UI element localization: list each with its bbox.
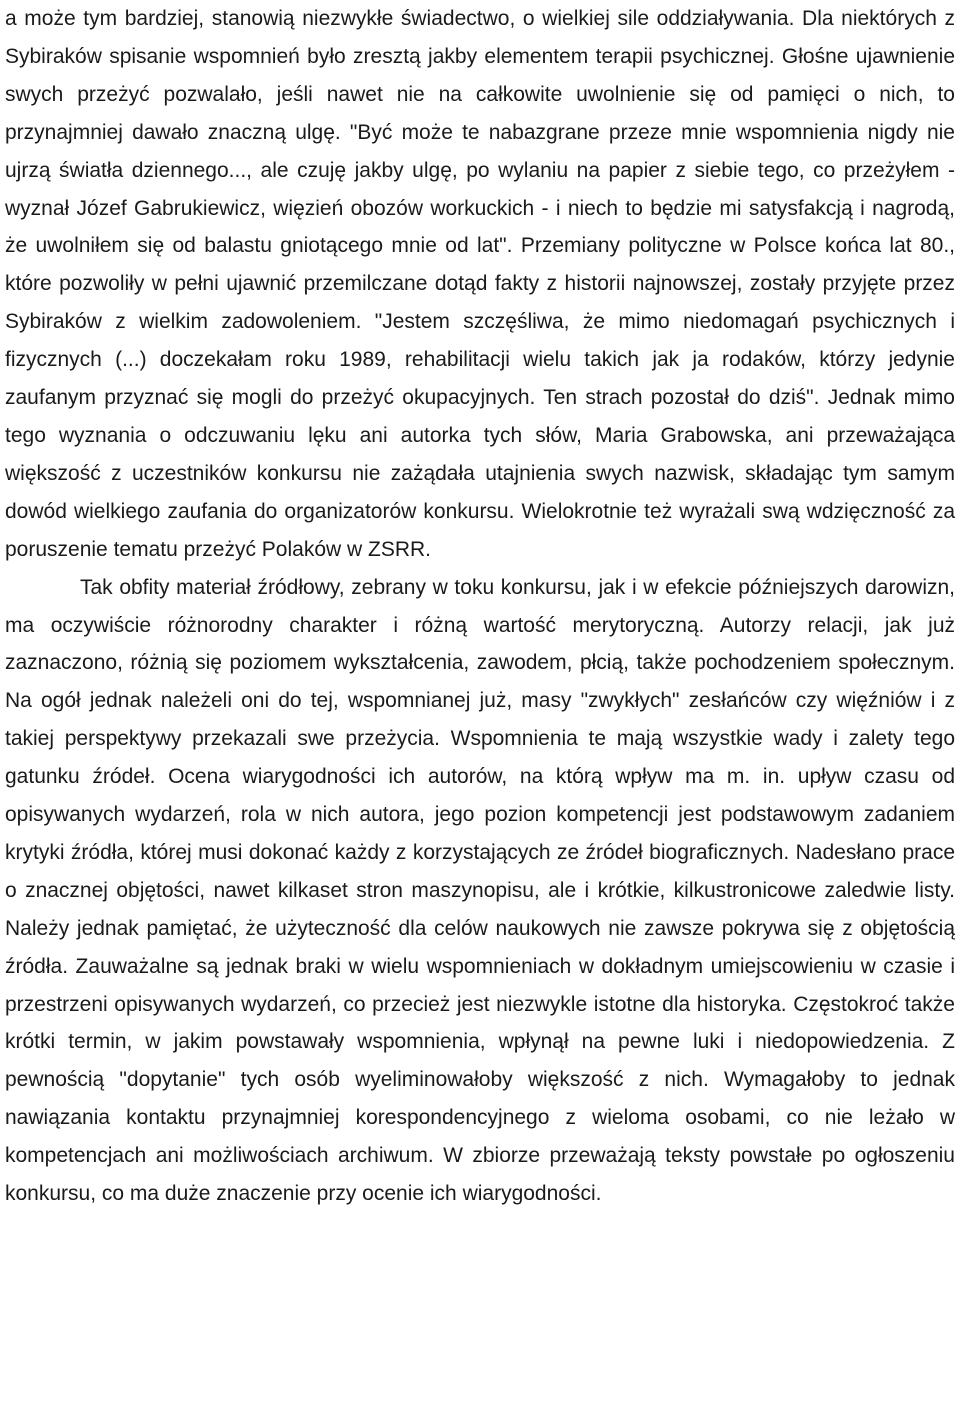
paragraph-2: Tak obfity materiał źródłowy, zebrany w toku konkursu, jak i w efekcie późniejszych darowizn, ma oczywiście różnorodny charakter i różną wartość merytoryczną. Autorzy relacji, jak już zaznaczono, różnią się poziomem wykształcenia, zawodem, płcią, także pochodzeniem społecznym. Na ogół jednak należeli oni do tej, wspomnianej już, masy "zwykłych" zesłańców czy więźniów i z takiej perspektywy przekazali swe przeżycia. Wspomnienia te mają wszystkie wady i zalety tego gatunku źródeł. Ocena wiarygodności ich autorów, na którą wpływ ma m. in. upływ czasu od opisywanych wydarzeń, rola w nich autora, jego pozion kompetencji jest podstawowym zadaniem krytyki źródła, której musi dokonać każdy z korzystających ze źródeł biograficznych. Nadesłano prace o znacznej objętości, nawet kilkaset stron maszynopisu, ale i krótkie, kilkustronicowe zaledwie listy. Należy jednak pamiętać, że użyteczność dla celów naukowych nie zawsze pokrywa się z objętością źródła. Zauważalne są jednak braki w wielu wspomnieniach w dokładnym umiejscowieniu w czasie i przestrzeni opisywanych wydarzeń, co przecież jest niezwykle istotne dla historyka. Częstokroć także krótki termin, w jakim powstawały wspomnienia, wpłynął na pewne luki i niedopowiedzenia. Z pewnością "dopytanie" tych osób wyeliminowałoby większość z nich. Wymagałoby to jednak nawiązania kontaktu przynajmniej korespondencyjnego z wieloma osobami, co nie leżało w kompetencjach ani możliwościach archiwum. W zbiorze przeważają teksty powstałe po ogłoszeniu konkursu, co ma duże znaczenie przy ocenie ich wiarygodności. [5,575,955,1206]
document-page [5,0,955,1213]
paragraph-1: a może tym bardziej, stanowią niezwykłe świadectwo, o wielkiej sile oddziaływania. Dla niektórych z Sybiraków spisanie wspomnień było zresztą jakby elementem terapii psychicznej. Głośne ujawnienie swych przeżyć pozwalało, jeśli nawet nie na całkowite uwolnienie się od pamięci o nich, to przynajmniej dawało znaczną ulgę. "Być może te nabazgrane przeze mnie wspomnienia nigdy nie ujrzą światła dziennego..., ale czuję jakby ulgę, po wylaniu na papier z siebie tego, co przeżyłem - wyznał Józef Gabrukiewicz, więzień obozów workuckich - i niech to będzie mi satysfakcją i nagrodą, że uwolniłem się od balastu gniotącego mnie od lat". Przemiany polityczne w Polsce końca lat 80., które pozwoliły w pełni ujawnić przemilczane dotąd fakty z historii najnowszej, zostały przyjęte przez Sybiraków z wielkim zadowoleniem. "Jestem szczęśliwa, że mimo niedomagań psychicznych i fizycznych (...) doczekałam roku 1989, rehabilitacji wielu takich jak ja rodaków, którzy jedynie zaufanym przyznać się mogli do przeżyć okupacyjnych. Ten strach pozostał do dziś". Jednak mimo tego wyznania o odczuwaniu lęku ani autorka tych słów, Maria Grabowska, ani przeważająca większość z uczestników konkursu nie zażądała utajnienia swych nazwisk, składając tym samym dowód wielkiego zaufania do organizatorów konkursu. Wielokrotnie też wyrażali swą wdzięczność za poruszenie tematu przeżyć Polaków w ZSRR. [5,7,955,561]
